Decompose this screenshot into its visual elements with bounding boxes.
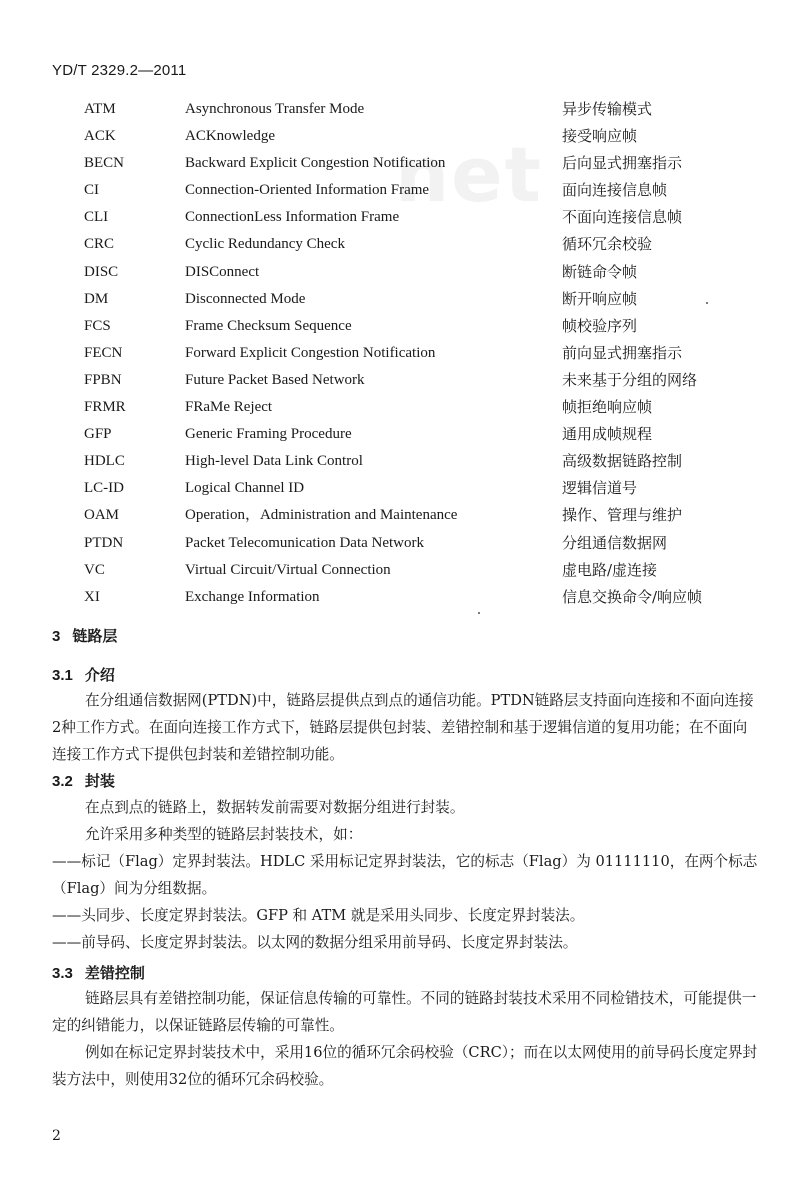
list-item: ——头同步、长度定界封装法。GFP 和 ATM 就是采用头同步、长度定界封装法。 bbox=[52, 907, 585, 924]
abbreviation-row bbox=[0, 584, 800, 611]
abbreviation: BECN bbox=[84, 155, 125, 172]
abbreviation: XI bbox=[84, 588, 100, 605]
english-term: Packet Telecomunication Data Network bbox=[185, 534, 425, 551]
abbreviation: OAM bbox=[84, 507, 120, 524]
abbreviation: LC-ID bbox=[84, 480, 124, 497]
chinese-term: 虚电路/虚连接 bbox=[562, 560, 658, 579]
chinese-term: 帧拒绝响应帧 bbox=[562, 398, 653, 417]
chinese-term: 逻辑信道号 bbox=[562, 479, 638, 498]
english-term: Disconnected Mode bbox=[185, 290, 306, 307]
page-number: 2 bbox=[52, 1128, 61, 1144]
section-title: 差错控制 bbox=[84, 964, 145, 982]
section-title: 链路层 bbox=[72, 627, 118, 645]
english-term: Future Packet Based Network bbox=[185, 371, 365, 388]
abbreviation-row bbox=[0, 259, 800, 286]
abbreviation: GFP bbox=[84, 426, 112, 443]
scan-speck bbox=[478, 612, 480, 614]
chinese-term: 循环冗余校验 bbox=[562, 235, 653, 254]
abbreviation-row bbox=[0, 286, 800, 313]
abbreviation: FECN bbox=[84, 344, 123, 361]
section-3-1-heading bbox=[52, 664, 115, 685]
abbreviation-row bbox=[0, 123, 800, 150]
english-term: Logical Channel ID bbox=[185, 480, 305, 497]
english-term: ACKnowledge bbox=[185, 128, 275, 145]
section-number: 3 bbox=[52, 628, 61, 645]
section-title: 封装 bbox=[84, 772, 115, 790]
paragraph: 在点到点的链路上，数据转发前需要对数据分组进行封装。 bbox=[85, 799, 465, 816]
watermark: net bbox=[395, 130, 543, 219]
abbreviation-row bbox=[0, 204, 800, 231]
section-number: 3.1 bbox=[52, 667, 73, 684]
english-term: Virtual Circuit/Virtual Connection bbox=[185, 561, 391, 578]
abbreviation: ATM bbox=[84, 101, 116, 117]
section-3-heading bbox=[52, 625, 117, 646]
abbreviation: CRC bbox=[84, 236, 115, 253]
chinese-term: 后向显式拥塞指示 bbox=[562, 154, 683, 173]
chinese-term: 高级数据链路控制 bbox=[562, 452, 683, 471]
abbreviation-row bbox=[0, 313, 800, 340]
abbreviation-row bbox=[0, 530, 800, 557]
abbreviation: ACK bbox=[84, 128, 116, 145]
english-term: High-level Data Link Control bbox=[185, 453, 363, 470]
chinese-term: 信息交换命令/响应帧 bbox=[562, 587, 703, 606]
chinese-term: 不面向连接信息帧 bbox=[562, 208, 683, 227]
chinese-term: 断链命令帧 bbox=[562, 262, 638, 281]
english-term: Cyclic Redundancy Check bbox=[185, 236, 345, 253]
abbreviation-row bbox=[0, 367, 800, 394]
abbreviation: CLI bbox=[84, 209, 109, 226]
list-item: ——标记（Flag）定界封装法。HDLC 采用标记定界封装法，它的标志（Flag）为 01111110，在两个标志（Flag）间为分组数据。 bbox=[52, 853, 758, 897]
paragraph: 链路层具有差错控制功能，保证信息传输的可靠性。不同的链路封装技术采用不同检错技术，可能提供一定的纠错能力，以保证链路层传输的可靠性。 bbox=[52, 990, 757, 1034]
chinese-term: 未来基于分组的网络 bbox=[562, 370, 698, 389]
english-term: Operation，Administration and Maintenance bbox=[185, 507, 458, 524]
abbreviation: FRMR bbox=[84, 399, 126, 416]
abbreviation: FCS bbox=[84, 317, 111, 334]
paragraph: 例如在标记定界封装技术中，采用16位的循环冗余码校验（CRC）；而在以太网使用的前导码长度定界封装方法中，则使用32位的循环冗余码校验。 bbox=[52, 1044, 758, 1088]
abbreviation: DM bbox=[84, 290, 109, 307]
chinese-term: 前向显式拥塞指示 bbox=[562, 343, 683, 362]
section-number: 3.3 bbox=[52, 965, 73, 982]
page-header: YD/T 2329.2—2011 bbox=[52, 62, 187, 79]
abbreviation-row bbox=[0, 475, 800, 502]
list-item: ——前导码、长度定界封装法。以太网的数据分组采用前导码、长度定界封装法。 bbox=[52, 934, 578, 951]
english-term: FRaMe Reject bbox=[185, 399, 273, 416]
paragraph: 在分组通信数据网(PTDN)中，链路层提供点到点的通信功能。PTDN链路层支持面向连接和不面向连接2种工作方式。在面向连接工作方式下，链路层提供包封装、差错控制和基于逻辑信道的复用功能；在不面向连接工作方式下提供包封装和差错控制功能。 bbox=[52, 692, 754, 763]
english-term: Backward Explicit Congestion Notification bbox=[185, 155, 446, 172]
abbreviation: PTDN bbox=[84, 534, 124, 551]
english-term: Forward Explicit Congestion Notification bbox=[185, 344, 436, 361]
section-title: 介绍 bbox=[84, 666, 115, 684]
abbreviation: HDLC bbox=[84, 453, 125, 470]
chinese-term: 分组通信数据网 bbox=[562, 533, 668, 552]
abbreviation: CI bbox=[84, 182, 99, 199]
abbreviation: DISC bbox=[84, 263, 119, 280]
scan-speck bbox=[706, 302, 708, 304]
paragraph: 允许采用多种类型的链路层封装技术，如： bbox=[85, 826, 363, 843]
abbreviation-row bbox=[0, 394, 800, 421]
chinese-term: 操作、管理与维护 bbox=[562, 506, 683, 525]
english-term: Exchange Information bbox=[185, 588, 320, 605]
chinese-term: 面向连接信息帧 bbox=[562, 181, 668, 200]
english-term: Asynchronous Transfer Mode bbox=[185, 101, 365, 117]
english-term: Generic Framing Procedure bbox=[185, 426, 352, 443]
abbreviation: FPBN bbox=[84, 371, 122, 388]
english-term: DISConnect bbox=[185, 263, 260, 280]
abbreviation-table bbox=[0, 96, 800, 611]
abbreviation-row bbox=[0, 557, 800, 584]
english-term: ConnectionLess Information Frame bbox=[185, 209, 400, 226]
english-term: Frame Checksum Sequence bbox=[185, 317, 352, 334]
chinese-term: 断开响应帧 bbox=[562, 289, 638, 308]
abbreviation-row bbox=[0, 502, 800, 529]
chinese-term: 异步传输模式 bbox=[562, 100, 653, 118]
abbreviation-row bbox=[0, 150, 800, 177]
abbreviation: VC bbox=[84, 561, 105, 578]
abbreviation-row bbox=[0, 340, 800, 367]
chinese-term: 通用成帧规程 bbox=[562, 425, 653, 444]
abbreviation-row bbox=[0, 177, 800, 204]
abbreviation-row bbox=[0, 421, 800, 448]
abbreviation-row bbox=[0, 448, 800, 475]
abbreviation-row bbox=[0, 231, 800, 258]
section-3-2-heading bbox=[52, 770, 115, 791]
abbreviation-row bbox=[0, 96, 800, 123]
chinese-term: 接受响应帧 bbox=[562, 127, 638, 146]
section-3-3-heading bbox=[52, 962, 145, 983]
section-number: 3.2 bbox=[52, 773, 73, 790]
english-term: Connection-Oriented Information Frame bbox=[185, 182, 430, 199]
chinese-term: 帧校验序列 bbox=[562, 316, 638, 335]
